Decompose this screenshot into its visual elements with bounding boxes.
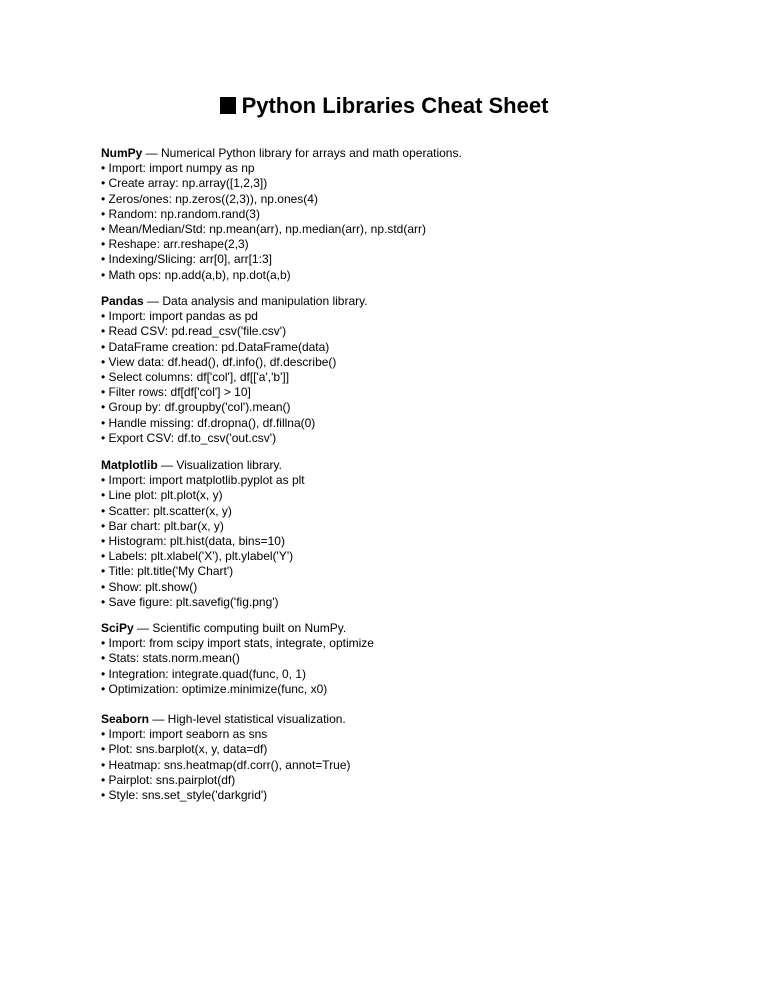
section-name: Matplotlib	[101, 458, 158, 472]
list-item: • Import: import seaborn as sns	[101, 727, 268, 742]
black-square-icon	[220, 97, 236, 114]
list-item: • Random: np.random.rand(3)	[101, 206, 260, 221]
list-item: • Export CSV: df.to_csv('out.csv')	[101, 430, 277, 445]
list-item: • Histogram: plt.hist(data, bins=10)	[101, 534, 285, 549]
list-item: • Scatter: plt.scatter(x, y)	[101, 503, 232, 518]
list-item: • Import: from scipy import stats, integrate, optimize	[101, 636, 374, 651]
list-item: • Mean/Median/Std: np.mean(arr), np.median(arr), np.std(arr)	[101, 222, 426, 237]
section-pandas	[101, 294, 368, 446]
list-item: • Group by: df.groupby('col').mean()	[101, 400, 291, 415]
section-description: — High-level statistical visualization.	[149, 712, 346, 726]
list-item: • Bar chart: plt.bar(x, y)	[101, 518, 224, 533]
list-item: • Select columns: df['col'], df[['a','b']]	[101, 370, 290, 385]
section-scipy	[101, 621, 374, 697]
section-description: — Numerical Python library for arrays and math operations.	[142, 146, 462, 160]
list-item: • Show: plt.show()	[101, 579, 198, 594]
list-item: • Filter rows: df[df['col'] > 10]	[101, 385, 251, 400]
section-heading	[101, 621, 374, 636]
list-item: • Handle missing: df.dropna(), df.fillna(0)	[101, 415, 316, 430]
section-description: — Visualization library.	[157, 458, 282, 472]
list-item: • Create array: np.array([1,2,3])	[101, 176, 268, 191]
section-name: NumPy	[101, 146, 143, 160]
list-item: • Plot: sns.barplot(x, y, data=df)	[101, 742, 268, 757]
section-heading	[101, 458, 305, 473]
list-item: • Read CSV: pd.read_csv('file.csv')	[101, 324, 287, 339]
list-item: • Integration: integrate.quad(func, 0, 1)	[101, 666, 306, 681]
section-description: — Data analysis and manipulation library.	[143, 294, 368, 308]
page-title-text: Python Libraries Cheat Sheet	[241, 93, 549, 118]
list-item: • Optimization: optimize.minimize(func, x0)	[101, 681, 328, 696]
list-item: • DataFrame creation: pd.DataFrame(data)	[101, 339, 330, 354]
section-heading	[101, 712, 351, 727]
section-name: Pandas	[101, 294, 144, 308]
list-item: • Title: plt.title('My Chart')	[101, 564, 234, 579]
list-item: • Reshape: arr.reshape(2,3)	[101, 237, 249, 252]
list-item: • Import: import pandas as pd	[101, 309, 258, 324]
list-item: • Save figure: plt.savefig('fig.png')	[101, 594, 279, 609]
list-item: • Labels: plt.xlabel('X'), plt.ylabel('Y')	[101, 549, 294, 564]
list-item: • Indexing/Slicing: arr[0], arr[1:3]	[101, 252, 272, 267]
section-seaborn	[101, 712, 351, 803]
list-item: • Pairplot: sns.pairplot(df)	[101, 772, 236, 787]
list-item: • Style: sns.set_style('darkgrid')	[101, 788, 268, 803]
list-item: • Stats: stats.norm.mean()	[101, 651, 240, 666]
section-heading	[101, 146, 462, 161]
section-description: — Scientific computing built on NumPy.	[133, 621, 347, 635]
list-item: • Import: import matplotlib.pyplot as plt	[101, 473, 305, 488]
section-name: Seaborn	[101, 712, 150, 726]
list-item: • Zeros/ones: np.zeros((2,3)), np.ones(4)	[101, 191, 318, 206]
section-name: SciPy	[101, 621, 134, 635]
list-item: • Line plot: plt.plot(x, y)	[101, 488, 223, 503]
section-numpy	[101, 146, 462, 283]
list-item: • Math ops: np.add(a,b), np.dot(a,b)	[101, 267, 291, 282]
list-item: • View data: df.head(), df.info(), df.describe()	[101, 354, 337, 369]
page-title	[0, 92, 768, 120]
list-item: • Heatmap: sns.heatmap(df.corr(), annot=True)	[101, 757, 351, 772]
list-item: • Import: import numpy as np	[101, 161, 255, 176]
section-heading	[101, 294, 368, 309]
section-matplotlib	[101, 458, 305, 610]
